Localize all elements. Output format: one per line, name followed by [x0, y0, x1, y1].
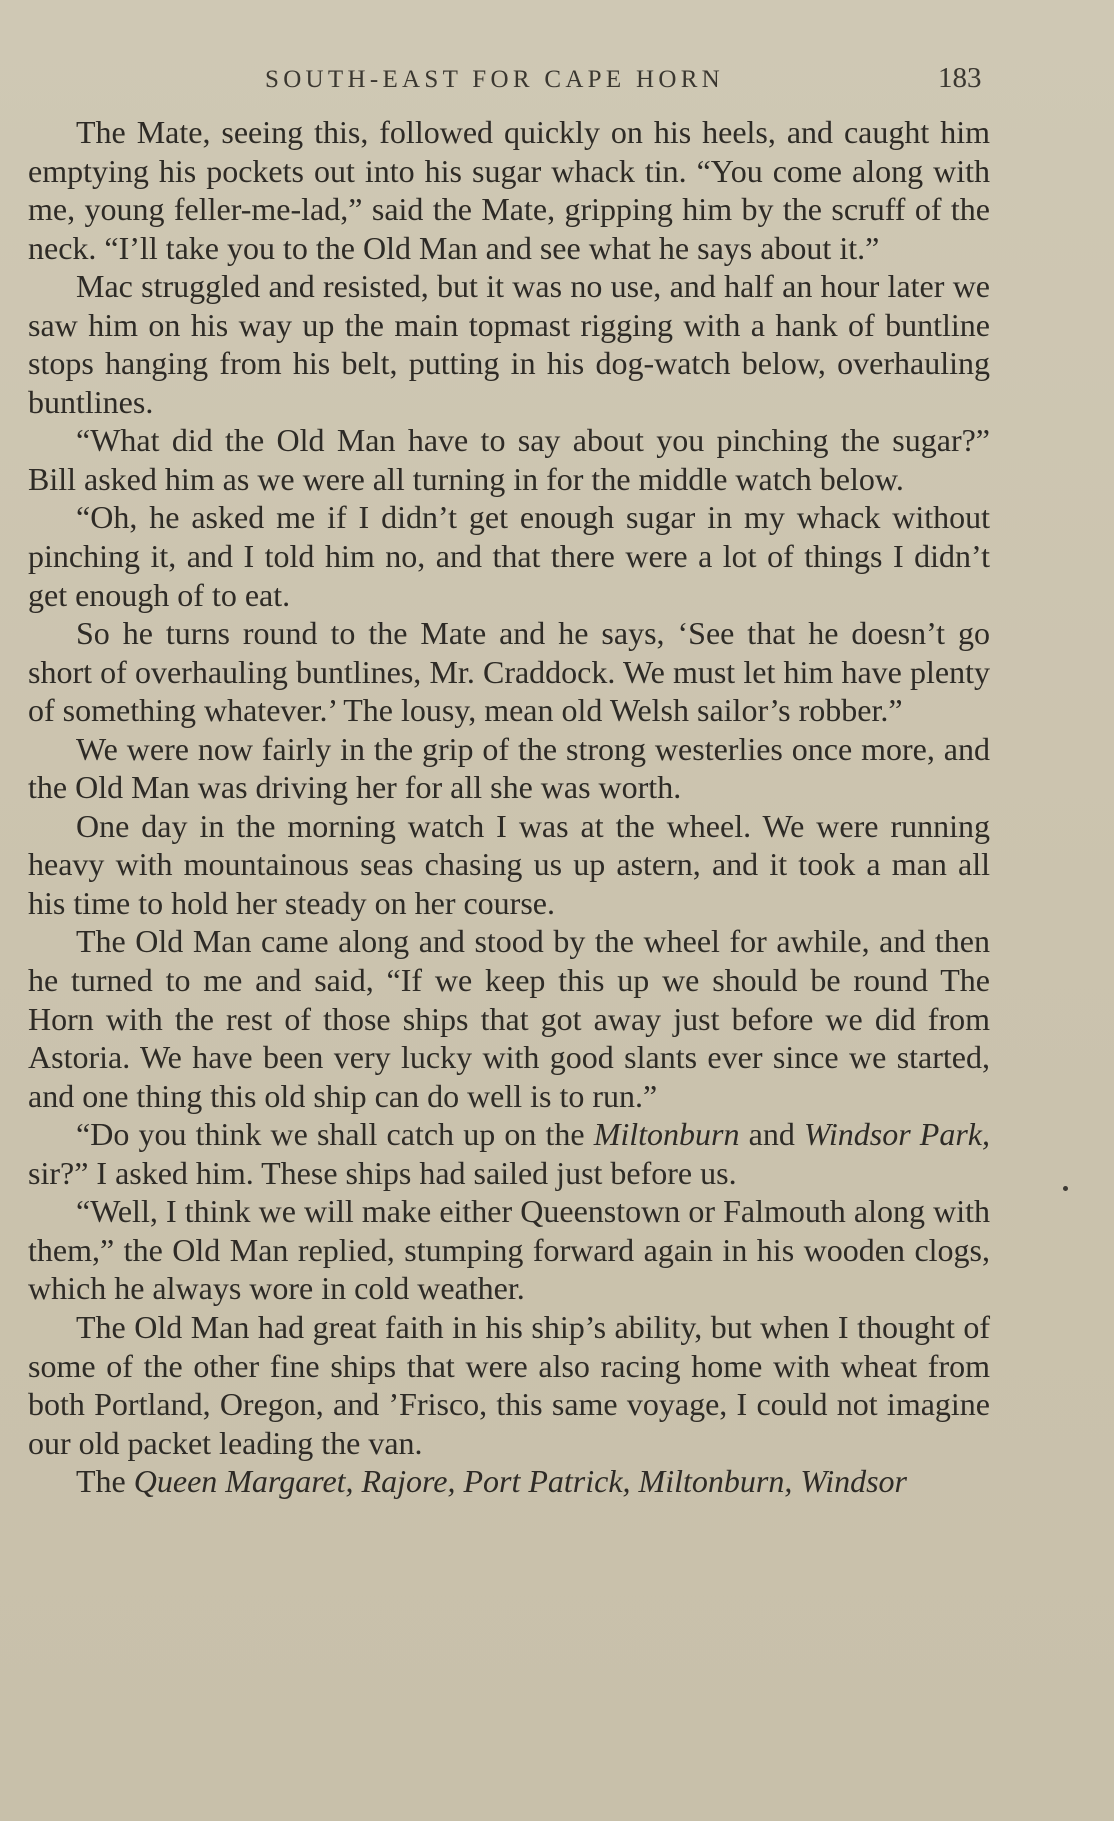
- paragraph: [28, 1462, 990, 1501]
- paragraph: [28, 1308, 990, 1462]
- text-run: We were now fairly in the grip of the strong westerlies once more, and the Old Man was driving her for all she was worth.: [28, 730, 990, 806]
- print-speck: [1063, 1186, 1068, 1191]
- paragraph: [28, 1192, 990, 1308]
- text-run: “Oh, he asked me if I didn’t get enough sugar in my whack without pinching it, and I told him no, and that there were a lot of things I didn’t get enough of to eat.: [28, 499, 990, 613]
- text-run: The Mate, seeing this, followed quickly on his heels, and caught him emptying his pockets out into his sugar whack tin. “You come along with me, young feller-me-lad,” said the Mate, gripping him by the scruff of the neck. “I’ll take you to the Old Man and see what he says about it.”: [28, 114, 990, 266]
- text-run: “Well, I think we will make either Queenstown or Falmouth along with them,” the Old Man replied, stumping forward again in his wooden clogs, which he always wore in cold weather.: [28, 1193, 990, 1307]
- text-run: Mac struggled and resisted, but it was no use, and half an hour later we saw him on his way up the main topmast rigging with a hank of buntline stops hanging from his belt, putting in his dog-watch below, overhauling buntlines.: [28, 268, 990, 420]
- text-run: “Do you think we shall catch up on the: [76, 1116, 594, 1153]
- running-head: [0, 62, 1114, 102]
- paragraph: [28, 614, 990, 730]
- page-number: 183: [938, 62, 982, 94]
- text-run: One day in the morning watch I was at the wheel. We were running heavy with mountainous seas chasing us up astern, and it took a man all his time to hold her steady on her course.: [28, 807, 990, 921]
- paragraph: [28, 807, 990, 923]
- text-run: The: [76, 1463, 134, 1500]
- paragraph: [28, 922, 990, 1115]
- italic-ship-name: Miltonburn: [593, 1116, 740, 1153]
- paragraph: [28, 1115, 990, 1192]
- italic-ship-name: Windsor Park,: [803, 1116, 990, 1153]
- paragraph: [28, 267, 990, 421]
- italic-ship-name: Queen Margaret, Rajore, Port Patrick, Miltonburn, Windsor: [133, 1463, 907, 1500]
- paragraph: [28, 498, 990, 614]
- text-run: So he turns round to the Mate and he says, ‘See that he doesn’t go short of overhauling buntlines, Mr. Craddock. We must let him have plenty of something whatever.’ The lousy, mean old Welsh sailor’s robber.”: [28, 615, 990, 729]
- text-run: and: [739, 1116, 804, 1153]
- text-run: The Old Man came along and stood by the wheel for awhile, and then he turned to me and said, “If we keep this up we should be round The Horn with the rest of those ships that got away just before we did from Astoria. We have been very lucky with good slants ever since we started, and one thing this old ship can do well is to run.”: [28, 923, 990, 1114]
- text-run: “What did the Old Man have to say about you pinching the sugar?” Bill asked him as we were all turning in for the middle watch below.: [28, 422, 990, 497]
- text-run: The Old Man had great faith in his ship’s ability, but when I thought of some of the other fine ships that were also racing home with wheat from both Portland, Oregon, and ’Frisco, this same voyage, I could not imagine our old packet leading the van.: [28, 1308, 990, 1461]
- running-title: SOUTH-EAST FOR CAPE HORN: [265, 66, 725, 93]
- paragraph: [28, 421, 990, 498]
- paragraph: [28, 113, 990, 267]
- paragraph: [28, 730, 990, 807]
- text-run: sir?” I asked him. These ships had sailed just before us.: [28, 1154, 737, 1191]
- body-text: [28, 113, 990, 1501]
